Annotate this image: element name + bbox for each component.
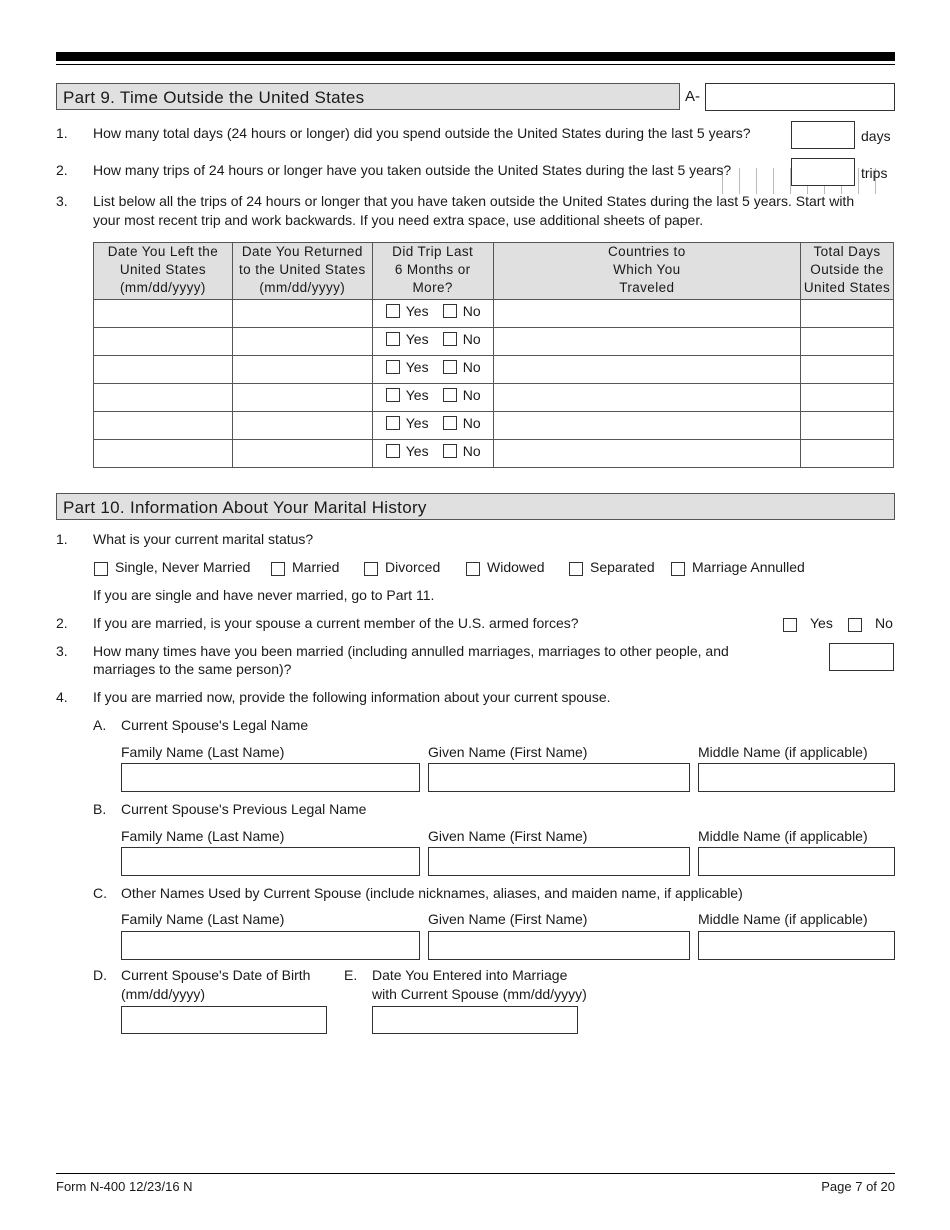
trip-row — [94, 412, 894, 440]
days-unit: days — [861, 128, 891, 144]
total-days-cell-input[interactable] — [801, 412, 894, 440]
section-d-title-line1: Current Spouse's Date of Birth — [121, 967, 311, 983]
trip-row — [94, 300, 894, 328]
married-label: Married — [292, 559, 340, 575]
middle-name-label: Middle Name (if applicable) — [698, 744, 868, 760]
yes-option[interactable]: Yes — [386, 331, 429, 347]
a-number-digit — [757, 168, 774, 194]
trip-row — [94, 440, 894, 468]
header-date-left: Date You Left the United States (mm/dd/yyyy) — [94, 243, 233, 300]
page-number: Page 7 of 20 — [821, 1179, 895, 1194]
date-returned-input[interactable] — [232, 300, 372, 328]
q10-3-text-line2: marriages to the same person)? — [93, 661, 292, 677]
other-family-name-input[interactable] — [121, 931, 420, 960]
trip-row — [94, 328, 894, 356]
no-checkbox[interactable] — [443, 304, 457, 318]
armed-forces-yes-checkbox[interactable] — [783, 618, 797, 632]
q9-3-text-line2: your most recent trip and work backwards. If you need extra space, use additional sheets of paper. — [93, 212, 704, 228]
a-number-digit — [740, 168, 757, 194]
no-checkbox[interactable] — [443, 444, 457, 458]
a-number-input[interactable] — [705, 83, 895, 111]
yes-option[interactable]: Yes — [386, 387, 429, 403]
q9-2-number: 2. — [56, 162, 68, 178]
yes-option[interactable]: Yes — [386, 415, 429, 431]
yes-checkbox[interactable] — [386, 360, 400, 374]
spouse-middle-name-input[interactable] — [698, 763, 895, 792]
section-c-letter: C. — [93, 885, 107, 901]
divorced-label: Divorced — [385, 559, 441, 575]
yes-option[interactable]: Yes — [386, 359, 429, 375]
q10-3-number: 3. — [56, 643, 68, 659]
times-married-input[interactable] — [829, 643, 894, 671]
date-returned-input[interactable] — [232, 384, 372, 412]
countries-input[interactable] — [493, 384, 800, 412]
total-days-cell-input[interactable] — [801, 384, 894, 412]
q10-1-text: What is your current marital status? — [93, 531, 314, 547]
date-left-input[interactable] — [94, 412, 233, 440]
q10-4-text: If you are married now, provide the following information about your current spouse. — [93, 689, 611, 705]
total-days-cell-input[interactable] — [801, 356, 894, 384]
section-e-letter: E. — [344, 967, 358, 983]
date-left-input[interactable] — [94, 300, 233, 328]
other-given-name-input[interactable] — [428, 931, 690, 960]
section-a-letter: A. — [93, 717, 107, 733]
yes-option[interactable]: Yes — [386, 303, 429, 319]
no-checkbox[interactable] — [443, 360, 457, 374]
date-left-input[interactable] — [94, 356, 233, 384]
q10-3-text-line1: How many times have you been married (including annulled marriages, marriages to other people, and — [93, 643, 729, 659]
header-date-returned: Date You Returned to the United States (mm/dd/yyyy) — [232, 243, 372, 300]
a-number-digit — [774, 168, 791, 194]
six-months-cell — [372, 440, 493, 468]
section-d-letter: D. — [93, 967, 107, 983]
married-checkbox[interactable] — [271, 562, 285, 576]
countries-input[interactable] — [493, 328, 800, 356]
q9-3-number: 3. — [56, 193, 68, 209]
annulled-checkbox[interactable] — [671, 562, 685, 576]
no-option[interactable]: No — [443, 387, 481, 403]
top-rule-thick — [56, 52, 895, 61]
no-option[interactable]: No — [443, 415, 481, 431]
middle-name-label: Middle Name (if applicable) — [698, 911, 868, 927]
countries-input[interactable] — [493, 440, 800, 468]
middle-name-label: Middle Name (if applicable) — [698, 828, 868, 844]
previous-middle-name-input[interactable] — [698, 847, 895, 876]
trips-table-header — [94, 243, 894, 300]
family-name-label: Family Name (Last Name) — [121, 744, 285, 760]
countries-input[interactable] — [493, 300, 800, 328]
yes-checkbox[interactable] — [386, 444, 400, 458]
header-total-days: Total Days Outside the United States — [801, 243, 894, 300]
footer-rule — [56, 1173, 895, 1174]
yes-checkbox[interactable] — [386, 332, 400, 346]
section-e-title-line1: Date You Entered into Marriage — [372, 967, 568, 983]
total-trips-input[interactable] — [791, 158, 855, 186]
six-months-cell — [372, 328, 493, 356]
header-six-months: Did Trip Last 6 Months or More? — [372, 243, 493, 300]
trips-table — [93, 242, 894, 468]
part9-heading: Part 9. Time Outside the United States — [56, 83, 680, 110]
q9-1-text: How many total days (24 hours or longer) did you spend outside the United States during the last 5 years? — [93, 125, 751, 141]
q9-2-text: How many trips of 24 hours or longer have you taken outside the United States during the last 5 years? — [93, 162, 732, 178]
single-label: Single, Never Married — [115, 559, 251, 575]
no-option[interactable]: No — [443, 359, 481, 375]
spouse-family-name-input[interactable] — [121, 763, 420, 792]
yes-checkbox[interactable] — [386, 304, 400, 318]
separated-checkbox[interactable] — [569, 562, 583, 576]
q10-2-text: If you are married, is your spouse a current member of the U.S. armed forces? — [93, 615, 579, 631]
divorced-checkbox[interactable] — [364, 562, 378, 576]
armed-forces-yes-label: Yes — [810, 615, 833, 631]
annulled-label: Marriage Annulled — [692, 559, 805, 575]
date-returned-input[interactable] — [232, 356, 372, 384]
single-checkbox[interactable] — [94, 562, 108, 576]
given-name-label: Given Name (First Name) — [428, 828, 588, 844]
section-b-letter: B. — [93, 801, 107, 817]
given-name-label: Given Name (First Name) — [428, 744, 588, 760]
trip-row — [94, 356, 894, 384]
no-checkbox[interactable] — [443, 416, 457, 430]
given-name-label: Given Name (First Name) — [428, 911, 588, 927]
q10-2-number: 2. — [56, 615, 68, 631]
no-option[interactable]: No — [443, 331, 481, 347]
q10-4-number: 4. — [56, 689, 68, 705]
no-checkbox[interactable] — [443, 388, 457, 402]
header-countries: Countries to Which You Traveled — [493, 243, 800, 300]
spouse-dob-input[interactable] — [121, 1006, 327, 1034]
section-c-title: Other Names Used by Current Spouse (include nicknames, aliases, and maiden name, if applicable) — [121, 885, 743, 901]
six-months-cell — [372, 384, 493, 412]
yes-checkbox[interactable] — [386, 388, 400, 402]
family-name-label: Family Name (Last Name) — [121, 911, 285, 927]
six-months-cell — [372, 412, 493, 440]
date-returned-input[interactable] — [232, 328, 372, 356]
top-rule-thin — [56, 64, 895, 65]
separated-label: Separated — [590, 559, 655, 575]
date-returned-input[interactable] — [232, 412, 372, 440]
spouse-given-name-input[interactable] — [428, 763, 690, 792]
section-e-title-line2: with Current Spouse (mm/dd/yyyy) — [372, 986, 587, 1002]
date-returned-input[interactable] — [232, 440, 372, 468]
family-name-label: Family Name (Last Name) — [121, 828, 285, 844]
armed-forces-no-label: No — [875, 615, 893, 631]
total-days-cell-input[interactable] — [801, 328, 894, 356]
yes-checkbox[interactable] — [386, 416, 400, 430]
form-id: Form N-400 12/23/16 N — [56, 1179, 193, 1194]
total-days-cell-input[interactable] — [801, 440, 894, 468]
date-left-input[interactable] — [94, 328, 233, 356]
previous-family-name-input[interactable] — [121, 847, 420, 876]
single-note: If you are single and have never married, go to Part 11. — [93, 587, 435, 603]
countries-input[interactable] — [493, 356, 800, 384]
no-option[interactable]: No — [443, 443, 481, 459]
trips-unit: trips — [861, 165, 888, 181]
yes-option[interactable]: Yes — [386, 443, 429, 459]
q9-3-text-line1: List below all the trips of 24 hours or longer that you have taken outside the United States during the last 5 years. Start with — [93, 193, 855, 209]
date-left-input[interactable] — [94, 384, 233, 412]
widowed-label: Widowed — [487, 559, 545, 575]
no-option[interactable]: No — [443, 303, 481, 319]
armed-forces-no-checkbox[interactable] — [848, 618, 862, 632]
section-d-title-line2: (mm/dd/yyyy) — [121, 986, 205, 1002]
date-left-input[interactable] — [94, 440, 233, 468]
q9-1-number: 1. — [56, 125, 68, 141]
no-checkbox[interactable] — [443, 332, 457, 346]
six-months-cell — [372, 300, 493, 328]
trip-row — [94, 384, 894, 412]
widowed-checkbox[interactable] — [466, 562, 480, 576]
previous-given-name-input[interactable] — [428, 847, 690, 876]
q10-1-number: 1. — [56, 531, 68, 547]
countries-input[interactable] — [493, 412, 800, 440]
section-b-title: Current Spouse's Previous Legal Name — [121, 801, 367, 817]
a-number-label: A- — [685, 88, 700, 105]
six-months-cell — [372, 356, 493, 384]
other-middle-name-input[interactable] — [698, 931, 895, 960]
part10-heading: Part 10. Information About Your Marital History — [56, 493, 895, 520]
marriage-date-input[interactable] — [372, 1006, 578, 1034]
total-days-input[interactable] — [791, 121, 855, 149]
section-a-title: Current Spouse's Legal Name — [121, 717, 309, 733]
total-days-cell-input[interactable] — [801, 300, 894, 328]
